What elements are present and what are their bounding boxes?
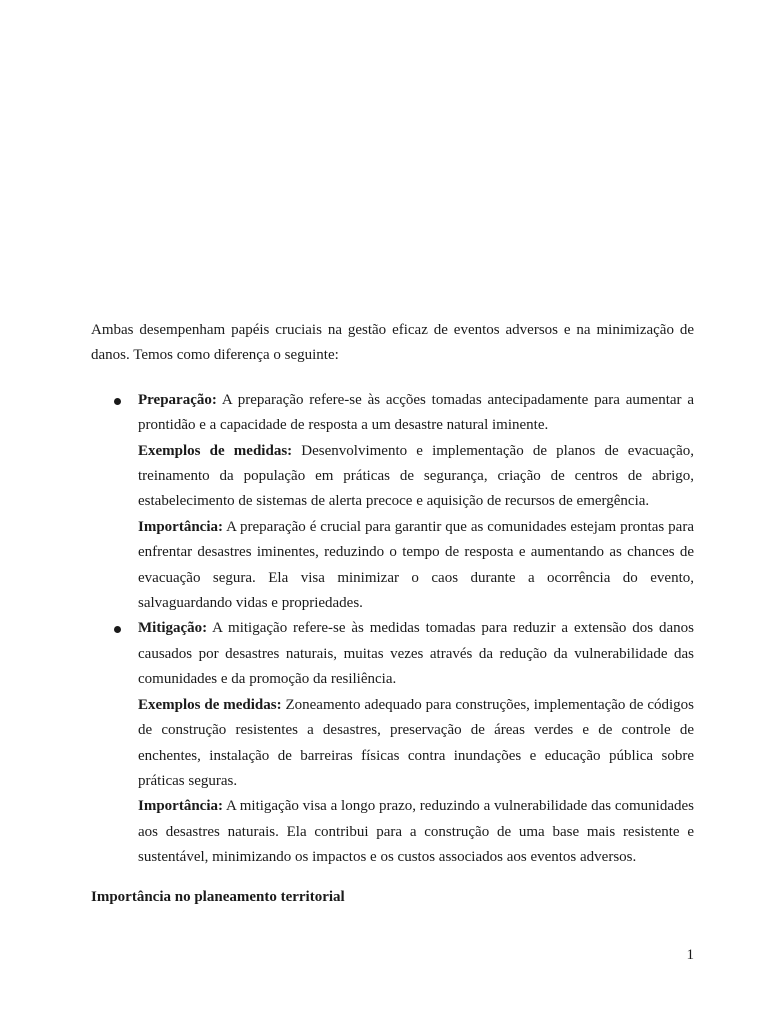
bullet-item-mitigacao [91,616,694,870]
bullet-definition [138,616,694,692]
page-content [91,318,694,910]
bullet-title: Mitigação: [138,620,208,637]
examples-label: Exemplos de medidas: [138,442,293,459]
bullet-definition [138,388,694,439]
bullet-importance [138,794,694,870]
bullet-dot-icon [114,398,121,405]
examples-label: Exemplos de medidas: [138,696,282,713]
bullet-dot-icon [114,626,121,633]
importance-label: Importância: [138,798,223,815]
bullet-text: A preparação refere-se às acções tomadas antecipadamente para aumentar a prontidão e a capacidade de resposta a um desastre natural iminente. [138,391,694,434]
bullet-examples [138,693,694,795]
importance-text: A mitigação visa a longo prazo, reduzindo a vulnerabilidade das comunidades aos desastres naturais. Ela contribui para a construção de uma base mais resistente e sustentável, minimizando os impactos e os custos associados aos eventos adversos. [138,798,694,866]
bullet-text: A mitigação refere-se às medidas tomadas para reduzir a extensão dos danos causados por desastres naturais, muitas vezes através da redução da vulnerabilidade das comunidades e da promoção da resiliência. [138,620,694,688]
bullet-list [91,388,694,871]
page-number: 1 [686,947,694,963]
intro-paragraph: Ambas desempenham papéis cruciais na gestão eficaz de eventos adversos e na minimização de danos. Temos como diferença o seguinte: [91,322,694,364]
examples-text: Zoneamento adequado para construções, implementação de códigos de construção resistentes a desastres, preservação de áreas verdes e de controle de enchentes, instalação de barreiras físicas contra inundações e educação pública sobre práticas seguras. [138,696,695,789]
examples-text: Desenvolvimento e implementação de planos de evacuação, treinamento da população em práticas de segurança, criação de centros de abrigo, estabelecimento de sistemas de alerta precoce e aquisição de recursos de emergência. [138,442,694,510]
bullet-examples [138,439,694,515]
importance-text: A preparação é crucial para garantir que as comunidades estejam prontas para enfrentar desastres iminentes, reduzindo o tempo de resposta e aumentando as chances de evacuação segura. Ela visa minimizar o caos durante a ocorrência do evento, salvaguardando vidas e propriedades. [138,518,694,612]
bullet-title: Preparação: [138,391,217,408]
importance-label: Importância: [138,518,223,535]
bullet-importance [138,515,694,617]
section-heading: Importância no planeamento territorial [91,888,345,905]
bullet-item-preparacao [91,388,694,617]
